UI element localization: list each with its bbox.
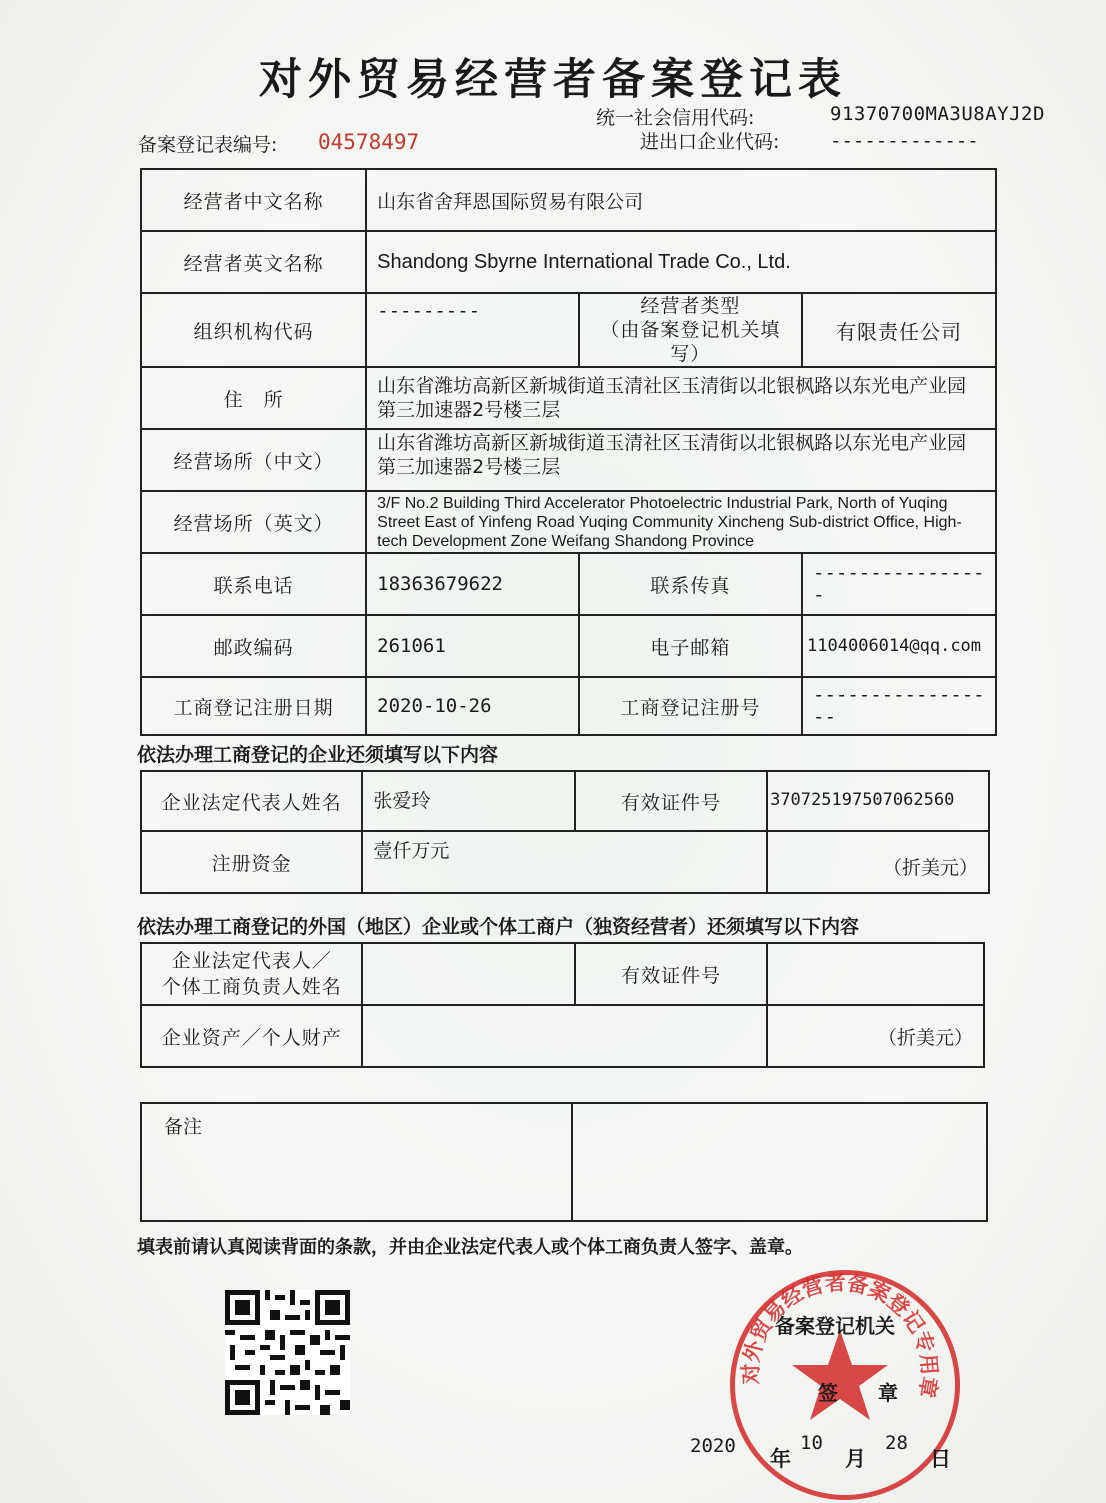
reg-date-value: 2020-10-26 [366, 677, 579, 735]
date-year-label: 年 [770, 1447, 791, 1471]
ie-code-label: 进出口企业代码: [640, 131, 780, 153]
date-year: 2020 [690, 1435, 736, 1457]
form-number-value: 04578497 [318, 130, 420, 154]
table-row [141, 169, 996, 231]
remarks-value [572, 1103, 987, 1221]
foreign-rep-label [141, 943, 362, 1005]
foreign-id-label: 有效证件号 [575, 943, 768, 1005]
name-cn-value: 山东省舍拜恩国际贸易有限公司 [366, 169, 996, 231]
phone-label: 联系电话 [141, 553, 366, 615]
capital-value: 壹仟万元 [362, 831, 767, 893]
date-month-label: 月 [845, 1447, 866, 1471]
operator-type-label-line2: （由备案登记机关填写） [600, 319, 781, 365]
email-value: 1104006014@qq.com [802, 615, 996, 677]
assets-value [362, 1005, 767, 1067]
address-label: 住 所 [141, 367, 366, 429]
reg-no-value: ----------------- [802, 677, 996, 735]
fax-label: 联系传真 [579, 553, 802, 615]
remarks-label: 备注 [141, 1103, 572, 1221]
form-title: 对外贸易经营者备案登记表 [259, 55, 847, 105]
section3-heading: 依法办理工商登记的外国（地区）企业或个体工商户（独资经营者）还须填写以下内容 [137, 916, 860, 938]
name-cn-label: 经营者中文名称 [141, 169, 366, 231]
foreign-rep-label-line2: 个体工商负责人姓名 [161, 976, 342, 998]
capital-usd-label: （折美元） [767, 831, 989, 893]
signature-seal-label: 签 章 [818, 1381, 898, 1405]
table-row [141, 1005, 984, 1067]
table-row [141, 615, 996, 677]
date-month: 10 [800, 1432, 823, 1454]
table-row [141, 1103, 987, 1221]
registration-authority-label: 备案登记机关 [775, 1314, 895, 1338]
table-row [141, 677, 996, 735]
foreign-rep-value [362, 943, 574, 1005]
name-en-label: 经营者英文名称 [141, 231, 366, 293]
table-row [141, 943, 984, 1005]
name-en-value: Shandong Sbyrne International Trade Co., Ltd. [366, 231, 996, 293]
operator-type-value: 有限责任公司 [802, 293, 996, 367]
address-value: 山东省潍坊高新区新城街道玉清社区玉清街以北银枫路以东光电产业园第三加速器2号楼三层 [366, 367, 996, 429]
foreign-rep-label-line1: 企业法定代表人／ [171, 950, 332, 972]
table-row [141, 553, 996, 615]
footer-note: 填表前请认真阅读背面的条款，并由企业法定代表人或个体工商负责人签字、盖章。 [137, 1237, 803, 1258]
org-code-label: 组织机构代码 [141, 293, 366, 367]
id-number-value: 370725197507062560 [767, 771, 989, 831]
org-code-value: --------- [366, 293, 579, 367]
zip-value: 261061 [366, 615, 579, 677]
table-row [141, 831, 989, 893]
place-en-value: 3/F No.2 Building Third Accelerator Photoelectric Industrial Park, North of Yuqing Street East of Yinfeng Road Yuqing Community Xincheng Sub-district Office, High-tech Development Zone Weifang Shandong Province [366, 491, 996, 553]
phone-value: 18363679622 [366, 553, 579, 615]
credit-code-label: 统一社会信用代码: [596, 107, 755, 129]
table-row [141, 293, 996, 367]
table-row [141, 771, 989, 831]
assets-usd-label: （折美元） [767, 1005, 984, 1067]
id-number-label: 有效证件号 [575, 771, 767, 831]
date-day: 28 [885, 1432, 908, 1454]
section2-heading: 依法办理工商登记的企业还须填写以下内容 [137, 744, 499, 766]
reg-no-label: 工商登记注册号 [579, 677, 802, 735]
table-row [141, 231, 996, 293]
section3-table [140, 942, 985, 1068]
table-row [141, 491, 996, 553]
credit-code-value: 91370700MA3U8AYJ2D [830, 103, 1045, 125]
main-info-table [140, 168, 997, 736]
assets-label: 企业资产／个人财产 [141, 1005, 362, 1067]
operator-type-label [579, 293, 802, 367]
fax-value: ---------------- [802, 553, 996, 615]
foreign-id-value [767, 943, 984, 1005]
place-en-label: 经营场所（英文） [141, 491, 366, 553]
email-label: 电子邮箱 [579, 615, 802, 677]
table-row [141, 367, 996, 429]
remarks-table [140, 1102, 988, 1222]
form-number-label: 备案登记表编号: [138, 134, 278, 156]
legal-rep-label: 企业法定代表人姓名 [141, 771, 362, 831]
place-cn-label: 经营场所（中文） [141, 429, 366, 491]
reg-date-label: 工商登记注册日期 [141, 677, 366, 735]
place-cn-value: 山东省潍坊高新区新城街道玉清社区玉清街以北银枫路以东光电产业园第三加速器2号楼三层 [366, 429, 996, 491]
ie-code-value: ------------- [830, 130, 979, 152]
zip-label: 邮政编码 [141, 615, 366, 677]
table-row [141, 429, 996, 491]
capital-label: 注册资金 [141, 831, 362, 893]
qr-code [225, 1290, 350, 1415]
section2-table [140, 770, 990, 894]
legal-rep-value: 张爱玲 [362, 771, 574, 831]
seal-text: 对外贸易经营者备案登记专用章 [738, 1270, 942, 1400]
qr-code-graphic [225, 1290, 350, 1415]
date-day-label: 日 [930, 1447, 951, 1471]
operator-type-label-line1: 经营者类型 [640, 295, 741, 317]
